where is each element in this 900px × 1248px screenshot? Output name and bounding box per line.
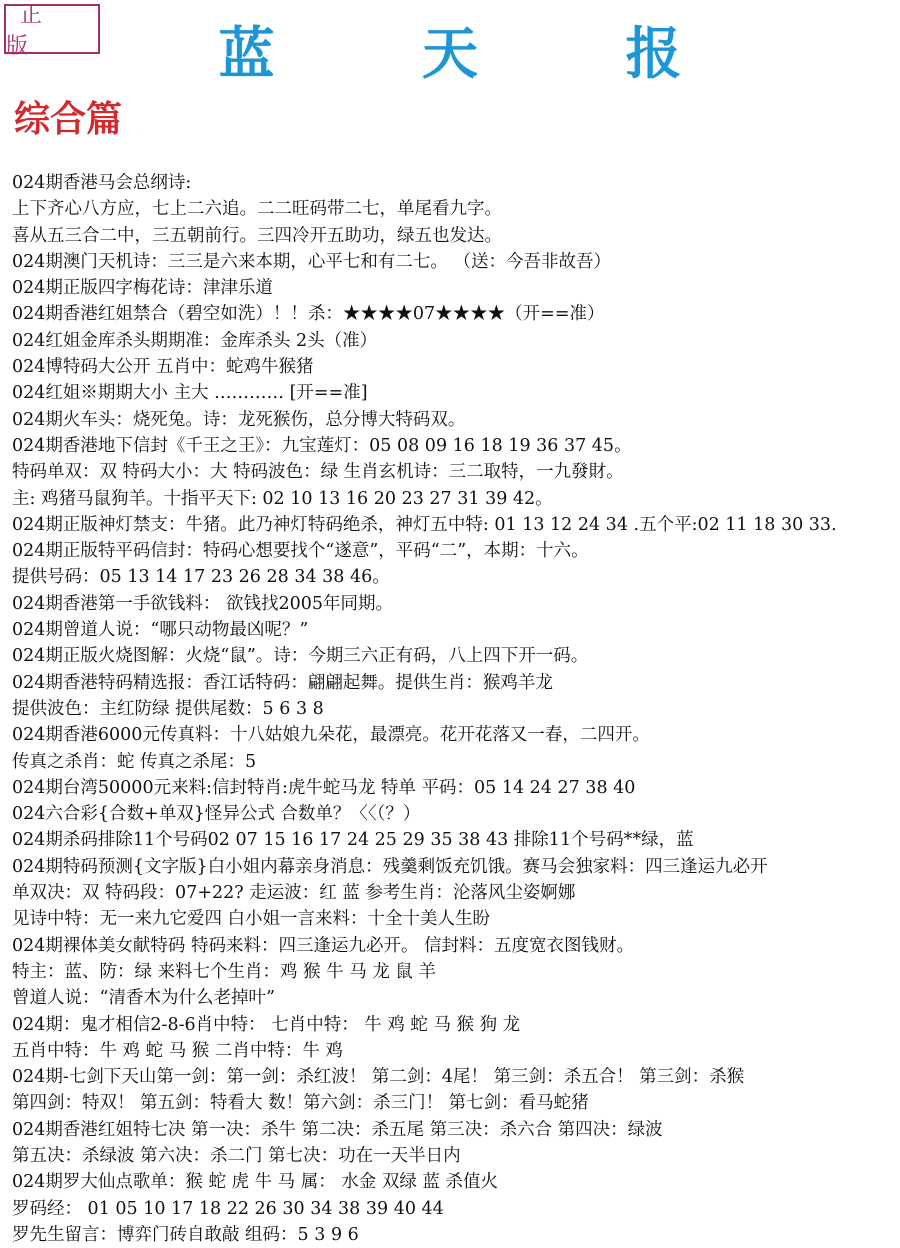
- text-line: 上下齐心八方应，七上二六追。二二旺码带二七，单尾看九字。: [12, 199, 502, 220]
- text-line: 主: 鸡猪马鼠狗羊。十指平天下: 02 10 13 16 20 23 27 31 39 42。: [12, 488, 553, 509]
- text-line: 024期特码预测{文字版}白小姐内幕亲身消息：残羹剩饭充饥饿。赛马会独家料：四三逢运九必开: [12, 856, 768, 877]
- text-line: 特主：蓝、防：绿 来料七个生肖：鸡 猴 牛 马 龙 鼠 羊: [12, 961, 436, 982]
- text-line: 见诗中特：无一来九它爱四 白小姐一言来料：十全十美人生盼: [12, 909, 491, 930]
- text-line: 曾道人说：“清香木为什么老掉叶”: [12, 988, 275, 1009]
- text-line: 024红姐※期期大小 主大 ………… [开==准]: [12, 383, 368, 404]
- text-line: 提供号码：05 13 14 17 23 26 28 34 38 46。: [12, 567, 390, 588]
- text-line: 024期香港第一手欲钱料： 欲钱找2005年同期。: [12, 593, 393, 614]
- text-line: 单双决：双 特码段：07+22? 走运波：红 蓝 参考生肖：沦落风尘姿婀娜: [12, 883, 576, 904]
- text-line: 024期香港马会总纲诗:: [12, 173, 192, 193]
- text-line: 024期杀码排除11个号码02 07 15 16 17 24 25 29 35 38 43 排除11个号码**绿，蓝: [12, 830, 694, 851]
- text-line: 024期香港红姐禁合（碧空如洗）！！杀：★★★★07★★★★（开==准）: [12, 304, 605, 325]
- text-line: 024期裸体美女献特码 特码来料：四三逢运九必开。 信封料：五度宽衣图钱财。: [12, 935, 635, 956]
- text-line: 024期正版神灯禁支：牛猪。此乃神灯特码绝杀，神灯五中特: 01 13 12 24 34 .五个平:02 11 18 30 33.: [12, 514, 837, 535]
- text-line: 五肖中特：牛 鸡 蛇 马 猴 二肖中特：牛 鸡: [12, 1040, 343, 1061]
- text-line: 024期香港6000元传真料：十八姑娘九朵花，最漂亮。花开花落又一春，二四开。: [12, 725, 650, 746]
- section-heading: 综合篇: [14, 98, 123, 140]
- text-line: 024期香港地下信封《千王之王》：九宝莲灯：05 08 09 16 18 19 36 37 45。: [12, 435, 632, 456]
- edition-badge: 正 版: [4, 4, 100, 54]
- text-line: 024期台湾50000元来料:信封特肖:虎牛蛇马龙 特单 平码：05 14 24 27 38 40: [12, 777, 636, 798]
- text-line: 传真之杀肖：蛇 传真之杀尾：5: [12, 751, 257, 772]
- text-line: 024红姐金库杀头期期准：金库杀头 2头（准）: [12, 330, 378, 351]
- text-line: 024期正版四字梅花诗：津津乐道: [12, 278, 273, 299]
- text-line: 024期：鬼才相信2-8-6肖中特： 七肖中特： 牛 鸡 蛇 马 猴 狗 龙: [12, 1014, 521, 1035]
- text-line: 024期曾道人说：“哪只动物最凶呢？”: [12, 620, 309, 641]
- text-line: 024博特码大公开 五肖中：蛇鸡牛猴猪: [12, 357, 314, 378]
- text-line: 024期罗大仙点歌单：猴 蛇 虎 牛 马 属： 水金 双绿 蓝 杀值火: [12, 1172, 498, 1193]
- text-line: 特码单双：双 特码大小：大 特码波色：绿 生肖玄机诗：三二取特，一九發財。: [12, 462, 624, 483]
- text-line: 喜从五三合二中，三五朝前行。三四冷开五助功，绿五也发达。: [12, 225, 502, 246]
- text-line: 罗码经： 01 05 10 17 18 22 26 30 34 38 39 40 44: [12, 1198, 444, 1219]
- text-line: 罗先生留言：博弈门砖自敢敲 组码：5 3 9 6: [12, 1224, 359, 1245]
- text-line: 024期香港红姐特七决 第一决：杀牛 第二决：杀五尾 第三决：杀六合 第四决：绿波: [12, 1119, 663, 1140]
- text-line: 第五决：杀绿波 第六决：杀二门 第七决：功在一天半日内: [12, 1145, 461, 1166]
- text-line: 第四剑：特双！ 第五剑：特看大 数！第六剑：杀三门！ 第七剑：看马蛇猪: [12, 1093, 589, 1114]
- text-line: 024期火车头：烧死兔。诗：龙死猴伤，总分博大特码双。: [12, 409, 466, 430]
- text-line: 024期澳门天机诗：三三是六来本期，心平七和有二七。 （送：今吾非故吾）: [12, 251, 611, 272]
- text-line: 024期正版特平码信封：特码心想要找个“遂意”，平码“二”，本期：十六。: [12, 541, 589, 562]
- page-title: 蓝 天 报: [218, 21, 746, 87]
- text-line: 024期香港特码精选报：香江话特码：翩翩起舞。提供生肖：猴鸡羊龙: [12, 672, 553, 693]
- text-line: 024期-七剑下天山第一剑：第一剑：杀红波！ 第二剑：4尾！ 第三剑：杀五合！ 第三剑：杀猴: [12, 1067, 745, 1088]
- text-line: 提供波色：主红防绿 提供尾数：5 6 3 8: [12, 698, 324, 719]
- text-line: 024六合彩{合数+单双}怪异公式 合数单？〈〈（？）: [12, 804, 421, 825]
- content-list: [12, 170, 898, 1248]
- text-line: 024期正版火烧图解：火烧“鼠”。诗：今期三六正有码，八上四下开一码。: [12, 646, 589, 667]
